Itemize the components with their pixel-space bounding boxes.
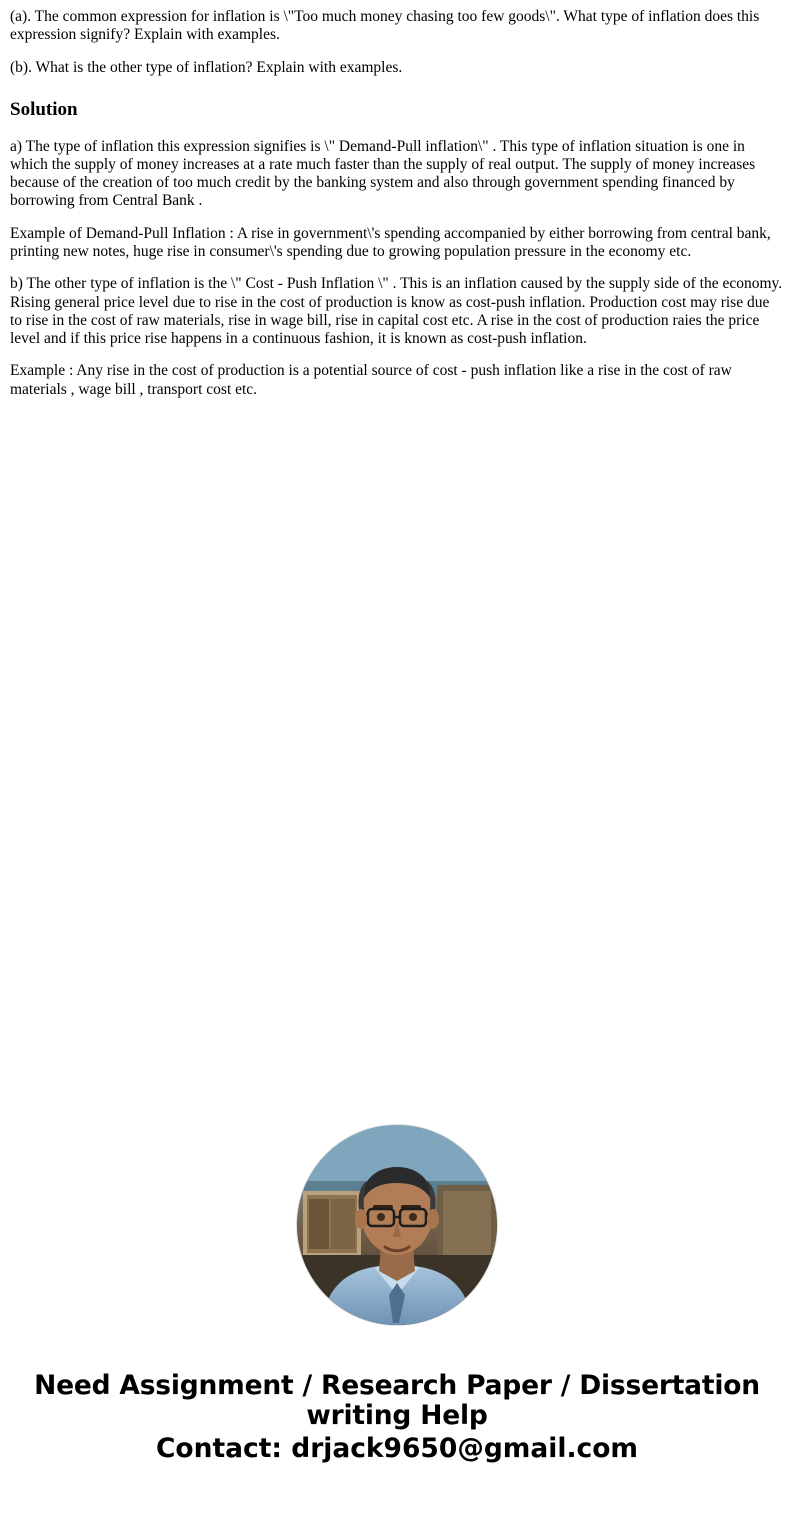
answer-a: a) The type of inflation this expression signifies is \" Demand-Pull inflation\" . This type of inflation situation is one in which the supply of money increases at a rate much faster than the supply of real output. The supply of money increases because of the creation of too much credit by the banking system and also through government spending financed by borrowing from Central Bank . bbox=[10, 137, 756, 210]
blank-space bbox=[0, 413, 794, 1113]
answer-b: b) The other type of inflation is the \" Cost - Push Inflation \" . This is an inflation caused by the supply side of the economy. Rising general price level due to rise in the cost of production is know as cost-push inflation. Production cost may rise due to rise in the cost of raw materials, rise in wage bill, rise in capital cost etc. A rise in the cost of production raies the price level and if this price rise happens in a continuous fashion, it is known as cost-push inflation. bbox=[10, 275, 783, 348]
question-b: (b). What is the other type of inflation? Explain with examples. bbox=[10, 58, 403, 76]
answer-a-example: Example of Demand-Pull Inflation : A rise in government\'s spending accompanied by either borrowing from central bank, printing new notes, huge rise in consumer\'s spending due to growing population pressure in the economy etc. bbox=[10, 224, 771, 261]
question-a: (a). The common expression for inflation is \"Too much money chasing too few goods\". What type of inflation does this expression signify? Explain with examples. bbox=[10, 8, 760, 44]
portrait-photo-icon bbox=[297, 1125, 497, 1325]
avatar bbox=[297, 1125, 497, 1325]
promo-contact: Contact: drjack9650@gmail.com bbox=[155, 1432, 639, 1464]
promo-headline: Need Assignment / Research Paper / Dissertation writing Help bbox=[34, 1370, 760, 1432]
avatar-wrap bbox=[10, 1125, 784, 1325]
solution-heading: Solution bbox=[10, 98, 78, 120]
promo-section bbox=[0, 1125, 794, 1464]
answer-b-example: Example : Any rise in the cost of production is a potential source of cost - push inflation like a rise in the cost of raw materials , wage bill , transport cost etc. bbox=[10, 362, 732, 398]
document-body bbox=[0, 0, 794, 399]
